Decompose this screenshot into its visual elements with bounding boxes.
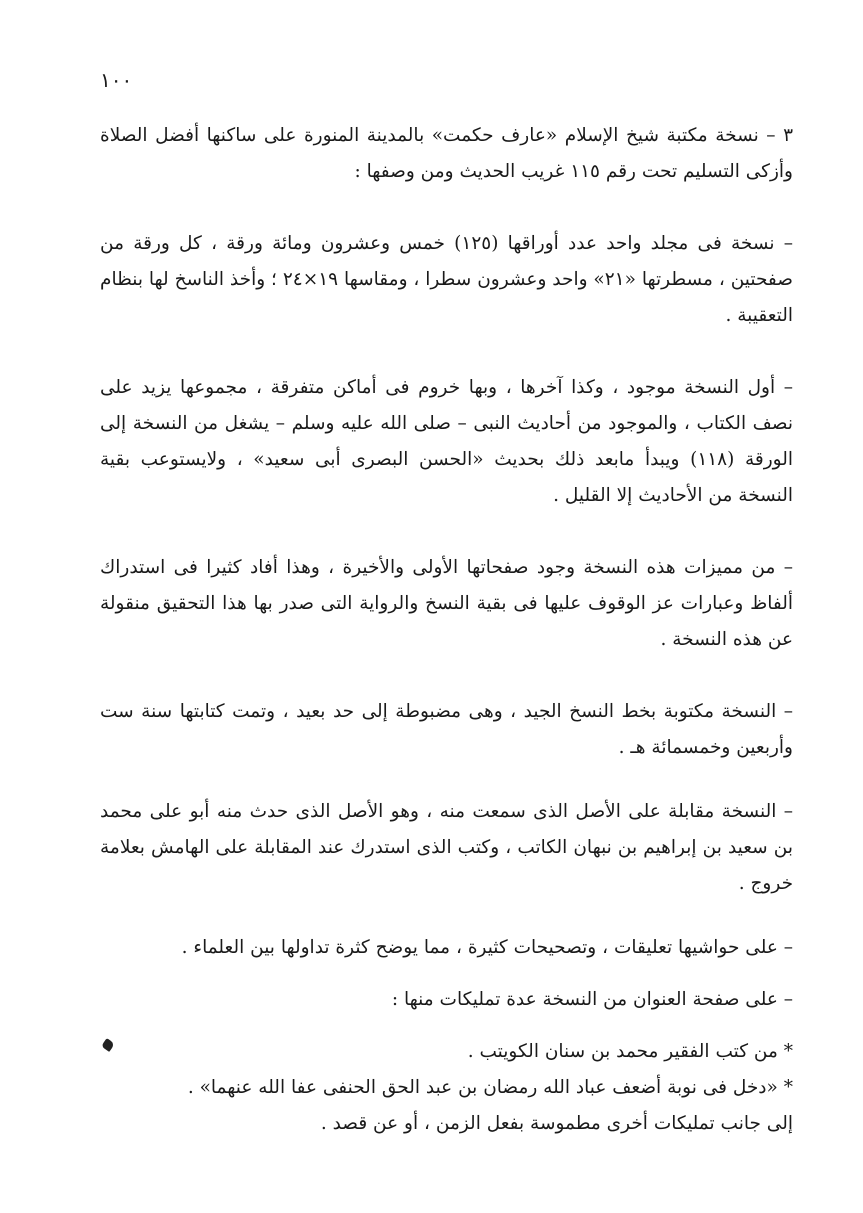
paragraph-manuscript-heading: ٣ – نسخة مكتبة شيخ الإسلام «عارف حكمت» بالمدينة المنورة على ساكنها أفضل الصلاة وأزكى التسليم تحت رقم ١١٥ غريب الحديث ومن وصفها : bbox=[100, 125, 793, 182]
paragraph-contents: – أول النسخة موجود ، وكذا آخرها ، وبها خروم فى أماكن متفرقة ، مجموعها يزيد على نصف الكتاب ، والموجود من أحاديث النبى – صلى الله عليه وسلم – يشغل من النسخة إلى الورقة (١١٨) ويبدأ مابعد ذلك بحديث «الحسن البصرى أبى سعيد» ، ولايستوعب بقية النسخة من الأحاديث إلا القليل . bbox=[100, 377, 793, 506]
ownership-note-1: * من كتب الفقير محمد بن سنان الكويتب . bbox=[467, 1041, 793, 1062]
paragraph-title-page-ownership: – على صفحة العنوان من النسخة عدة تمليكات منها : bbox=[391, 989, 793, 1010]
paragraph-features: – من مميزات هذه النسخة وجود صفحاتها الأولى والأخيرة ، وهذا أفاد كثيرا فى استدراك ألفاظ وعبارات عز الوقوف عليها فى بقية النسخ والرواية التى صدر بها هذا التحقيق منقولة عن هذه النسخة . bbox=[100, 557, 793, 650]
paragraph-volume-description: – نسخة فى مجلد واحد عدد أوراقها (١٢٥) خمس وعشرون ومائة ورقة ، كل ورقة من صفحتين ، مسطرتها «٢١» واحد وعشرون سطرا ، ومقاسها ١٩×٢٤ ؛ وأخذ الناسخ لها بنظام التعقيبة . bbox=[100, 233, 793, 326]
paragraph-other-ownerships: إلى جانب تمليكات أخرى مطموسة بفعل الزمن ، أو عن قصد . bbox=[320, 1113, 793, 1134]
paragraph-script-date: – النسخة مكتوبة بخط النسخ الجيد ، وهى مضبوطة إلى حد بعيد ، وتمت كتابتها سنة ست وأربعين وخمسمائة هـ . bbox=[100, 701, 793, 758]
paragraph-margins: – على حواشيها تعليقات ، وتصحيحات كثيرة ، مما يوضح كثرة تداولها بين العلماء . bbox=[181, 937, 793, 958]
paragraph-collation: – النسخة مقابلة على الأصل الذى سمعت منه ، وهو الأصل الذى حدث منه أبو على محمد بن سعيد بن إبراهيم بن نبهان الكاتب ، وكتب الذى استدرك عند المقابلة على الهامش بعلامة خروج . bbox=[100, 801, 793, 894]
page-body bbox=[100, 118, 793, 1142]
ownership-note-2: * «دخل فى نوبة أضعف عباد الله رمضان بن عبد الحق الحنفى عفا الله عنهما» . bbox=[187, 1077, 793, 1098]
page-number: ١٠٠ bbox=[100, 68, 133, 92]
